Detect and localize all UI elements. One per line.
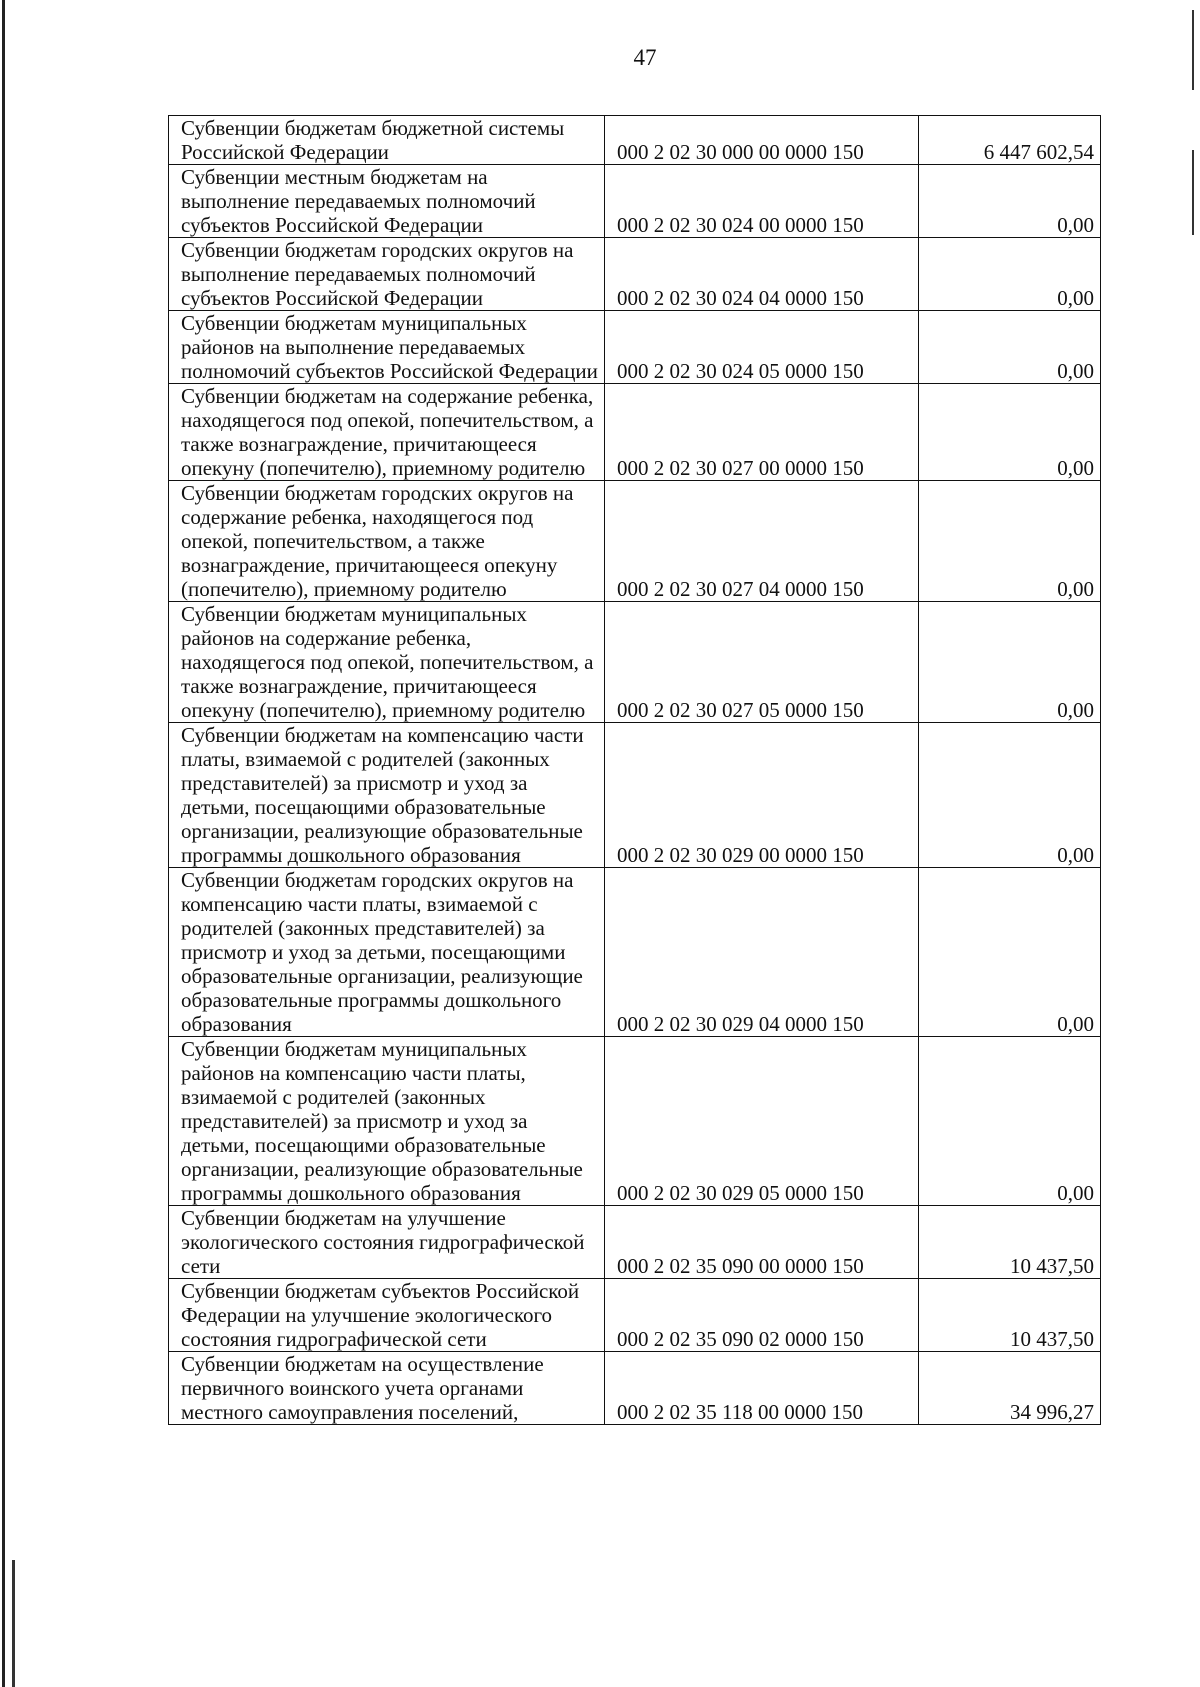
row-amount: 0,00 — [919, 384, 1101, 481]
row-name: Субвенции бюджетам муниципальных районов на компенсацию части платы, взимаемой с родителей (законных представителей) за присмотр и уход за детьми, посещающими образовательные организации, реализующие образовательные программы дошкольного образования — [169, 1037, 605, 1206]
table-row — [169, 1206, 1101, 1279]
table-row — [169, 384, 1101, 481]
row-code: 000 2 02 30 024 05 0000 150 — [605, 311, 919, 384]
row-amount: 34 996,27 — [919, 1352, 1101, 1425]
row-amount: 0,00 — [919, 1037, 1101, 1206]
row-code: 000 2 02 30 027 00 0000 150 — [605, 384, 919, 481]
row-amount: 0,00 — [919, 311, 1101, 384]
scan-border-left-lower — [12, 1560, 15, 1687]
row-amount: 0,00 — [919, 165, 1101, 238]
row-code: 000 2 02 30 029 04 0000 150 — [605, 868, 919, 1037]
row-amount: 10 437,50 — [919, 1206, 1101, 1279]
row-code: 000 2 02 35 118 00 0000 150 — [605, 1352, 919, 1425]
row-name: Субвенции бюджетам городских округов на выполнение передаваемых полномочий субъектов Российской Федерации — [169, 238, 605, 311]
table-row — [169, 723, 1101, 868]
table-row — [169, 116, 1101, 165]
table-row — [169, 1037, 1101, 1206]
row-name: Субвенции бюджетам бюджетной системы Российской Федерации — [169, 116, 605, 165]
row-amount: 0,00 — [919, 602, 1101, 723]
table-row — [169, 238, 1101, 311]
table-row — [169, 165, 1101, 238]
row-name: Субвенции бюджетам городских округов на компенсацию части платы, взимаемой с родителей (законных представителей) за присмотр и уход за детьми, посещающими образовательные организации, реализующие образовательные программы дошкольного образования — [169, 868, 605, 1037]
table-row — [169, 1352, 1101, 1425]
row-code: 000 2 02 30 027 05 0000 150 — [605, 602, 919, 723]
row-name: Субвенции бюджетам на содержание ребенка, находящегося под опекой, попечительством, а также вознаграждение, причитающееся опекуну (попечителю), приемному родителю — [169, 384, 605, 481]
scan-border-right-lower — [1192, 150, 1194, 235]
row-name: Субвенции бюджетам муниципальных районов на выполнение передаваемых полномочий субъектов Российской Федерации — [169, 311, 605, 384]
page-number: 47 — [633, 45, 657, 70]
row-code: 000 2 02 30 024 00 0000 150 — [605, 165, 919, 238]
row-name: Субвенции бюджетам на улучшение экологического состояния гидрографической сети — [169, 1206, 605, 1279]
table-row — [169, 602, 1101, 723]
table-row — [169, 481, 1101, 602]
row-amount: 10 437,50 — [919, 1279, 1101, 1352]
row-code: 000 2 02 35 090 02 0000 150 — [605, 1279, 919, 1352]
row-amount: 0,00 — [919, 723, 1101, 868]
row-amount: 6 447 602,54 — [919, 116, 1101, 165]
row-amount: 0,00 — [919, 868, 1101, 1037]
row-code: 000 2 02 30 024 04 0000 150 — [605, 238, 919, 311]
scan-border-left — [2, 0, 5, 1687]
table-row — [169, 1279, 1101, 1352]
row-name: Субвенции бюджетам на компенсацию части платы, взимаемой с родителей (законных представителей) за присмотр и уход за детьми, посещающими образовательные организации, реализующие образовательные программы дошкольного образования — [169, 723, 605, 868]
row-code: 000 2 02 30 000 00 0000 150 — [605, 116, 919, 165]
table-row — [169, 868, 1101, 1037]
row-name: Субвенции бюджетам на осуществление первичного воинского учета органами местного самоуправления поселений, — [169, 1352, 605, 1425]
row-code: 000 2 02 30 029 05 0000 150 — [605, 1037, 919, 1206]
table-row — [169, 311, 1101, 384]
row-code: 000 2 02 30 027 04 0000 150 — [605, 481, 919, 602]
row-name: Субвенции местным бюджетам на выполнение передаваемых полномочий субъектов Российской Федерации — [169, 165, 605, 238]
row-name: Субвенции бюджетам городских округов на содержание ребенка, находящегося под опекой, попечительством, а также вознаграждение, причитающееся опекуну (попечителю), приемному родителю — [169, 481, 605, 602]
row-name: Субвенции бюджетам субъектов Российской Федерации на улучшение экологического состояния гидрографической сети — [169, 1279, 605, 1352]
budget-table — [168, 115, 1101, 1425]
row-code: 000 2 02 35 090 00 0000 150 — [605, 1206, 919, 1279]
row-code: 000 2 02 30 029 00 0000 150 — [605, 723, 919, 868]
row-amount: 0,00 — [919, 481, 1101, 602]
row-name: Субвенции бюджетам муниципальных районов на содержание ребенка, находящегося под опекой, попечительством, а также вознаграждение, причитающееся опекуну (попечителю), приемному родителю — [169, 602, 605, 723]
row-amount: 0,00 — [919, 238, 1101, 311]
